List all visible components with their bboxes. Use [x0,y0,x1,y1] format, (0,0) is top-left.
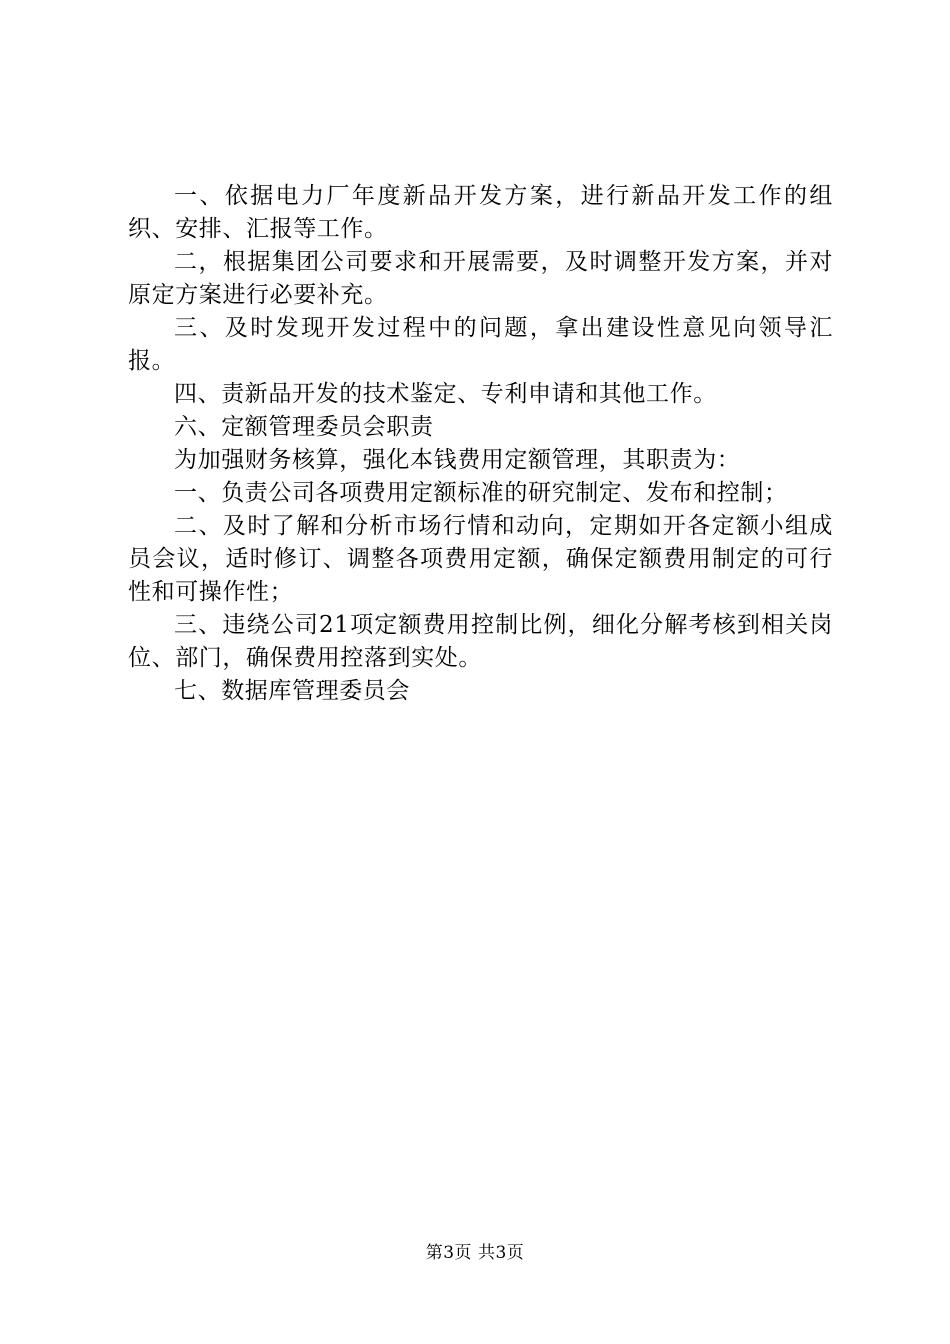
paragraph: 一、依据电力厂年度新品开发方案，进行新品开发工作的组织、安排、汇报等工作。 [128,183,833,242]
paragraph: 三、及时发现开发过程中的问题，拿出建设性意见向领导汇报。 [128,315,833,374]
paragraph: 三、违绕公司21项定额费用控制比例，细化分解考核到相关岗位、部门，确保费用控落到实处。 [128,612,833,671]
document-body [128,180,833,708]
paragraph: 四、责新品开发的技术鉴定、专利申请和其他工作。 [174,381,717,407]
paragraph: 二，根据集团公司要求和开展需要，及时调整开发方案，并对原定方案进行必要补充。 [128,249,833,308]
page-number-footer: 第3页 共3页 [425,1243,525,1263]
paragraph: 一、负责公司各项费用定额标准的研究制定、发布和控制； [174,480,788,506]
section-heading: 七、数据库管理委员会 [174,678,410,704]
paragraph: 为加强财务核算，强化本钱费用定额管理，其职责为： [174,447,741,473]
section-heading: 六、定额管理委员会职责 [174,414,434,440]
paragraph: 二、及时了解和分析市场行情和动向，定期如开各定额小组成员会议，适时修订、调整各项费用定额，确保定额费用制定的可行性和可操作性； [128,513,833,605]
